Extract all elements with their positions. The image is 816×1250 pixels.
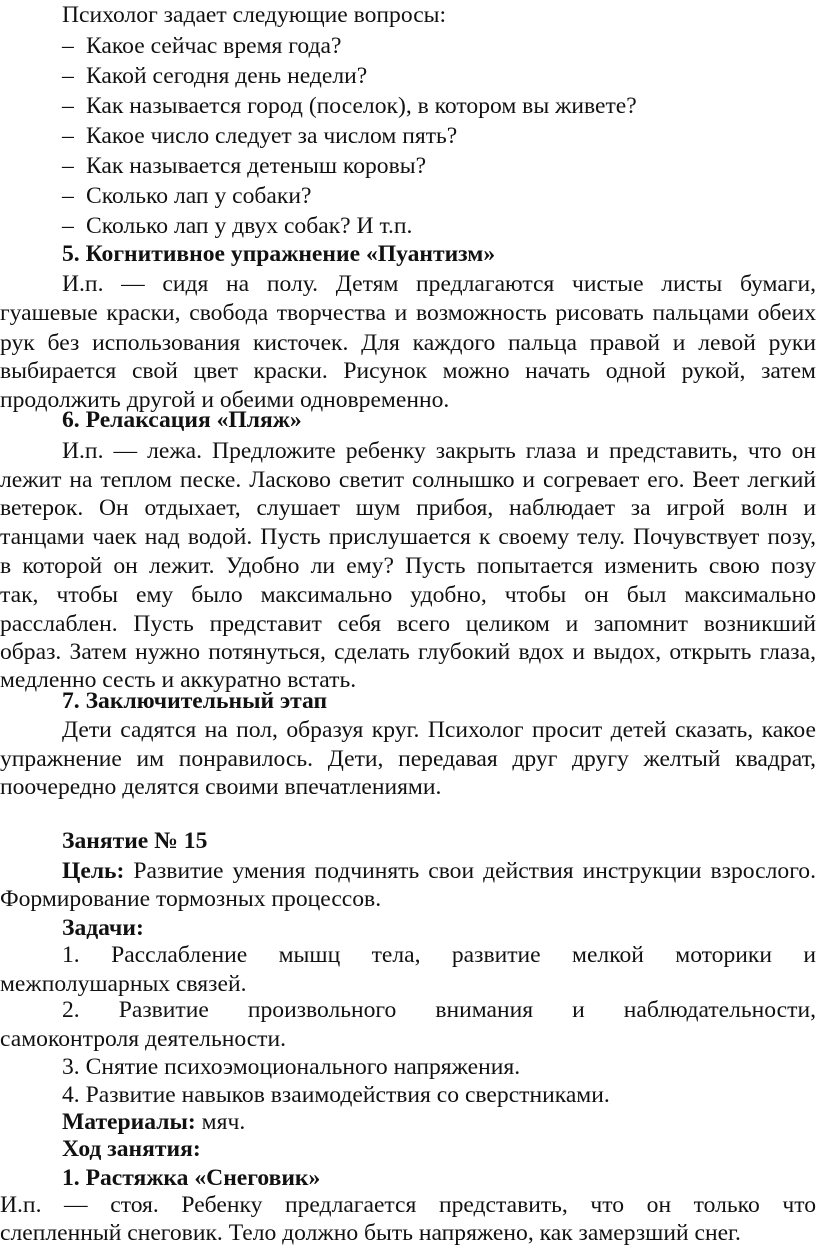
goal-label: Цель: bbox=[62, 858, 125, 884]
intro-line: Психолог задает следующие вопросы: bbox=[62, 2, 447, 28]
section-heading-final-stage: 7. Заключительный этап bbox=[62, 688, 328, 714]
question-item bbox=[62, 91, 816, 122]
paragraph-line: образ. Затем нужно потянуться, сделать глубокий вдох и выдох, открыть глаза, bbox=[0, 639, 816, 665]
paragraph-line: выбирается свой цвет краски. Рисунок можно начать одной рукой, затем bbox=[0, 358, 816, 384]
paragraph-line: ветерок. Он отдыхает, слушает шум прибоя, наблюдает за игрой волн и bbox=[0, 495, 816, 521]
question-text: Как называется город (поселок), в котором вы живете? bbox=[86, 93, 637, 119]
section-heading-snowman: 1. Растяжка «Снеговик» bbox=[62, 1165, 321, 1191]
paragraph-line: И.п. — сидя на полу. Детям предлагаются чистые листы бумаги, bbox=[62, 271, 816, 297]
task-item: 1. Расслабление мышц тела, развитие мелкой моторики и bbox=[62, 942, 816, 968]
paragraph-line: И.п. — лежа. Предложите ребенку закрыть глаза и представить, что он bbox=[62, 438, 816, 464]
goal-line-continued: Формирование тормозных процессов. bbox=[0, 886, 382, 912]
task-item: 4. Развитие навыков взаимодействия со сверстниками. bbox=[62, 1082, 610, 1108]
task-item: 3. Снятие психоэмоционального напряжения. bbox=[62, 1054, 521, 1080]
lesson-title: Занятие № 15 bbox=[62, 828, 208, 854]
paragraph-line: рук без использования кисточек. Для каждого пальца правой и левой руки bbox=[0, 330, 816, 356]
paragraph-line: Дети садятся на пол, образуя круг. Психолог просит детей сказать, какое bbox=[62, 717, 816, 743]
question-text: Сколько лап у собаки? bbox=[86, 183, 312, 209]
paragraph-line: гуашевые краски, свобода творчества и возможность рисовать пальцами обеих bbox=[0, 300, 816, 326]
question-text: Сколько лап у двух собак? И т.п. bbox=[86, 213, 413, 239]
question-text: Какое число следует за числом пять? bbox=[86, 123, 458, 149]
task-item-continued: межполушарных связей. bbox=[0, 971, 247, 997]
materials-text: мяч. bbox=[195, 1109, 246, 1135]
paragraph-line: лежит на теплом песке. Ласково светит солнышко и согревает его. Веет легкий bbox=[0, 467, 816, 493]
dash-marker: – bbox=[62, 63, 74, 89]
dash-marker: – bbox=[62, 183, 74, 209]
question-text: Какой сегодня день недели? bbox=[86, 63, 368, 89]
section-heading-pointillism: 5. Когнитивное упражнение «Пуантизм» bbox=[62, 241, 496, 267]
dash-marker: – bbox=[62, 93, 74, 119]
dash-marker: – bbox=[62, 153, 74, 179]
goal-line bbox=[62, 856, 816, 887]
paragraph-line: И.п. — стоя. Ребенку предлагается представить, что он только что bbox=[0, 1192, 816, 1218]
paragraph-line: танцами чаек над водой. Пусть прислушается к своему телу. Почувствует позу, bbox=[0, 524, 816, 550]
goal-text: Развитие умения подчинять свои действия инструкции взрослого. bbox=[124, 858, 816, 884]
paragraph-line: в которой он лежит. Удобно ли ему? Пусть попытается изменить свою позу bbox=[0, 553, 816, 579]
paragraph-line: так, чтобы ему было максимально удобно, чтобы он был максимально bbox=[0, 582, 816, 608]
question-item bbox=[62, 211, 816, 242]
paragraph-line: упражнение им понравилось. Дети, передавая друг другу желтый квадрат, bbox=[0, 746, 816, 772]
question-item bbox=[62, 181, 816, 212]
paragraph-line: продолжить другой и обеими одновременно. bbox=[0, 387, 450, 413]
section-heading-beach: 6. Релаксация «Пляж» bbox=[62, 407, 302, 433]
question-item bbox=[62, 31, 816, 62]
paragraph-line: слепленный снеговик. Тело должно быть напряжено, как замерзший снег. bbox=[0, 1220, 741, 1246]
dash-marker: – bbox=[62, 123, 74, 149]
question-text: Как называется детеныш коровы? bbox=[86, 153, 427, 179]
task-item-continued: самоконтроля деятельности. bbox=[0, 1026, 287, 1052]
question-item bbox=[62, 61, 816, 92]
dash-marker: – bbox=[62, 33, 74, 59]
course-heading: Ход занятия: bbox=[62, 1136, 201, 1162]
question-item bbox=[62, 121, 816, 152]
paragraph-line: расслаблен. Пусть представит себя всего целиком и запомнит возникший bbox=[0, 611, 816, 637]
task-item: 2. Развитие произвольного внимания и наблюдательности, bbox=[62, 997, 816, 1023]
paragraph-line: поочередно делятся своими впечатлениями. bbox=[0, 774, 442, 800]
question-text: Какое сейчас время года? bbox=[86, 33, 342, 59]
paragraph-line: медленно сесть и аккуратно встать. bbox=[0, 667, 357, 693]
dash-marker: – bbox=[62, 213, 74, 239]
question-item bbox=[62, 151, 816, 182]
tasks-heading: Задачи: bbox=[62, 915, 144, 941]
materials-label: Материалы: bbox=[62, 1109, 196, 1135]
